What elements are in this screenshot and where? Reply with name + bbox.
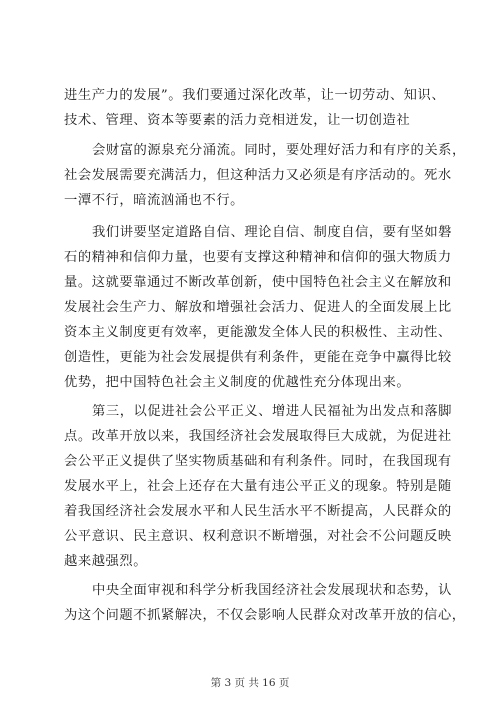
text-line: 发展社会生产力、解放和增强社会活力、促进人的全面发展上比 <box>64 300 452 315</box>
text-line: 第三，以促进社会公平正义、增进人民福祉为出发点和落脚 <box>92 404 453 419</box>
text-line: 技术、管理、资本等要素的活力竞相迸发，让一切创造社 <box>64 113 411 128</box>
text-line: 资本主义制度更有效率，更能激发全体人民的积极性、主动性、 <box>64 325 452 340</box>
text-line: 一潭不行，暗流汹涌也不行。 <box>64 193 245 208</box>
text-line: 中央全面审视和科学分析我国经济社会发展现状和态势，认 <box>92 583 453 598</box>
text-line: 发展水平上，社会上还存在大量有违公平正义的现象。特别是随 <box>64 479 452 494</box>
text-line: 点。改革开放以来，我国经济社会发展取得巨大成就，为促进社 <box>64 429 452 444</box>
text-line: 公平意识、民主意识、权利意识不断增强，对社会不公问题反映 <box>64 529 452 544</box>
text-line: 会财富的源泉充分涌流。同时，要处理好活力和有序的关系， <box>92 143 466 158</box>
text-line: 着我国经济社会发展水平和人民生活水平不断提高，人民群众的 <box>64 504 452 519</box>
text-line: 创造性，更能为社会发展提供有利条件，更能在竞争中赢得比较 <box>64 350 452 365</box>
text-line: 我们讲要坚定道路自信、理论自信、制度自信，要有坚如磐 <box>92 225 453 240</box>
text-line: 优势，把中国特色社会主义制度的优越性充分体现出来。 <box>64 375 411 390</box>
text-line: 社会发展需要充满活力，但这种活力又必须是有序活动的。死水 <box>64 168 452 183</box>
text-line: 会公平正义提供了坚实物质基础和有利条件。同时，在我国现有 <box>64 454 452 469</box>
text-line: 量。这就要靠通过不断改革创新，使中国特色社会主义在解放和 <box>64 275 452 290</box>
text-line: 进生产力的发展”。我们要通过深化改革，让一切劳动、知识、 <box>64 88 446 103</box>
text-line: 越来越强烈。 <box>64 554 148 569</box>
text-line: 石的精神和信仰力量，也要有支撑这种精神和信仰的强大物质力 <box>64 250 452 265</box>
page-number: 第 3 页 共 16 页 <box>210 677 290 689</box>
text-line: 为这个问题不抓紧解决，不仅会影响人民群众对改革开放的信心， <box>64 608 466 623</box>
